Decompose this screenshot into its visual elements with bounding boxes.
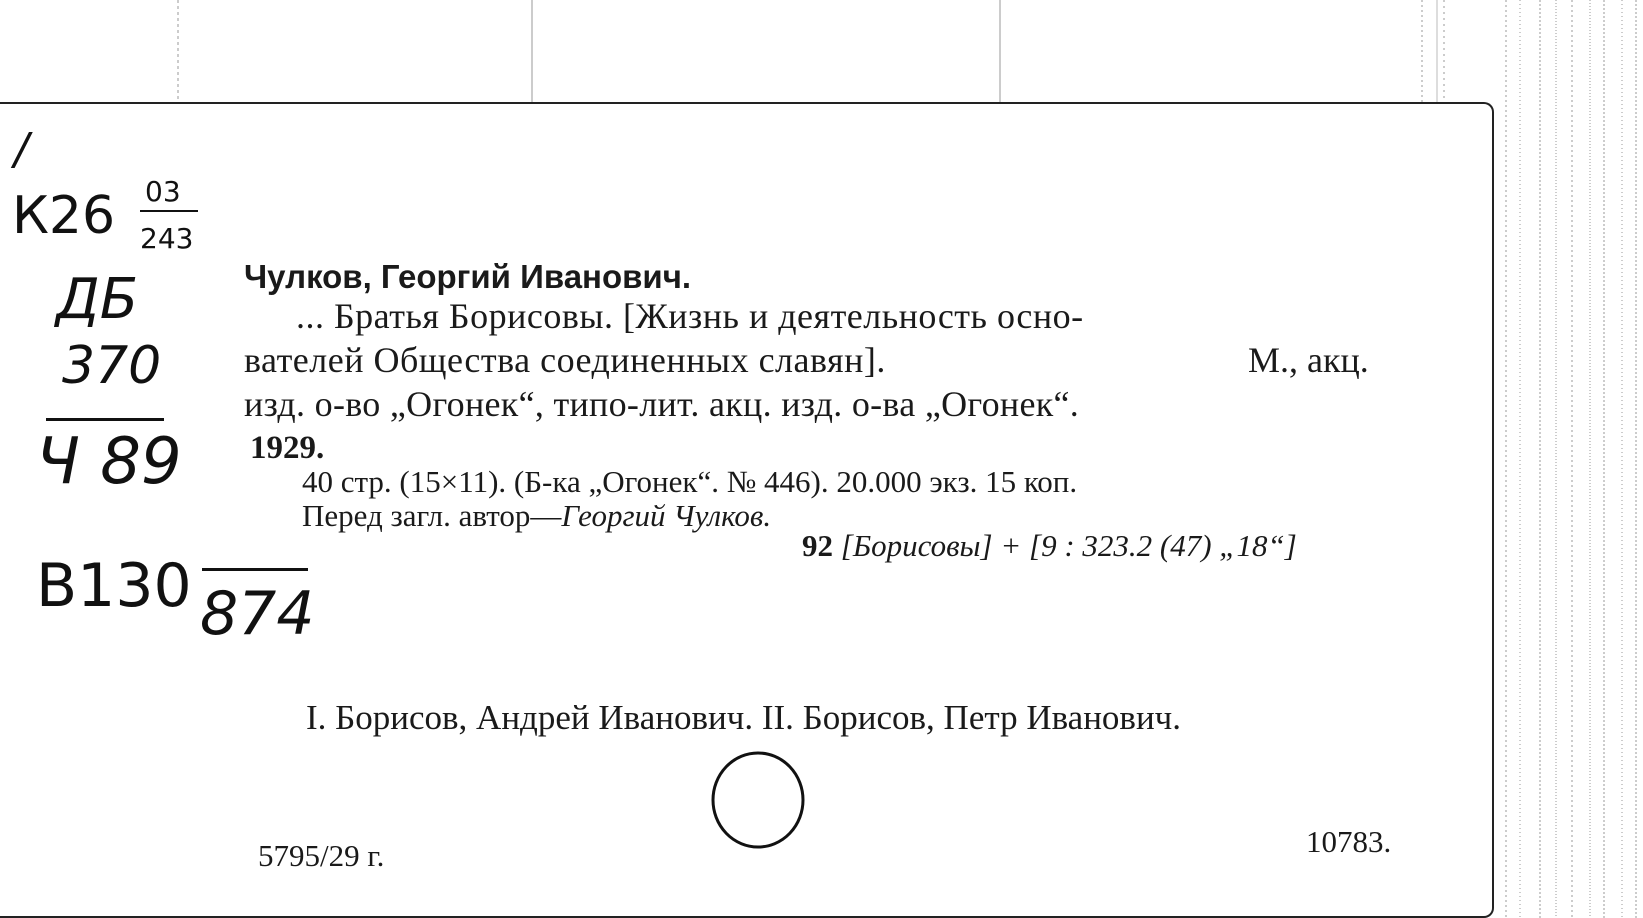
shelf-mark-fraction-line — [140, 210, 198, 212]
shelf-mark-subscript: 243 — [140, 222, 194, 255]
order-number: 5795/29 г. — [258, 838, 385, 873]
inventory-overline — [202, 568, 308, 571]
note-author: Георгий Чулков. — [561, 498, 772, 533]
shelf-mark-main: К26 — [12, 186, 116, 246]
db-number: 370 — [62, 336, 162, 396]
title-line-2: вателей Общества соединенных славян]. — [244, 340, 886, 380]
inventory-number: 874 — [200, 579, 315, 649]
title-line-2-imprint: М., акц. — [1248, 340, 1369, 380]
classification-index: [Борисовы] + [9 : 323.2 (47) „18“] — [840, 528, 1297, 563]
cutter-mark: Ч 89 — [36, 425, 182, 499]
title-line-1: ... Братья Борисовы. [Жизнь и деятельность осно- — [296, 296, 1084, 336]
note-line — [302, 500, 771, 531]
db-divider-line — [46, 418, 164, 421]
handwritten-tick: / — [14, 124, 29, 175]
author-heading: Чулков, Георгий Иванович. — [244, 258, 692, 295]
tracings-line: I. Борисов, Андрей Иванович. II. Борисов, Петр Иванович. — [306, 698, 1182, 737]
card-number: 10783. — [1306, 824, 1392, 859]
title-line-3: изд. о-во „Огонек“, типо-лит. акц. изд. о-ва „Огонек“. — [244, 384, 1080, 424]
classification-line — [802, 530, 1297, 561]
db-mark: ДБ — [56, 267, 139, 332]
note-prefix: Перед загл. автор— — [302, 498, 562, 533]
classification-number: 92 — [802, 528, 833, 563]
inventory-mark: В130 — [36, 551, 192, 621]
shelf-mark-superscript: 03 — [145, 175, 181, 208]
punch-hole-circle — [708, 748, 808, 852]
physical-description: 40 стр. (15×11). (Б-ка „Огонек“. № 446). 20.000 экз. 15 коп. — [302, 464, 1078, 499]
publication-year: 1929. — [250, 430, 325, 466]
